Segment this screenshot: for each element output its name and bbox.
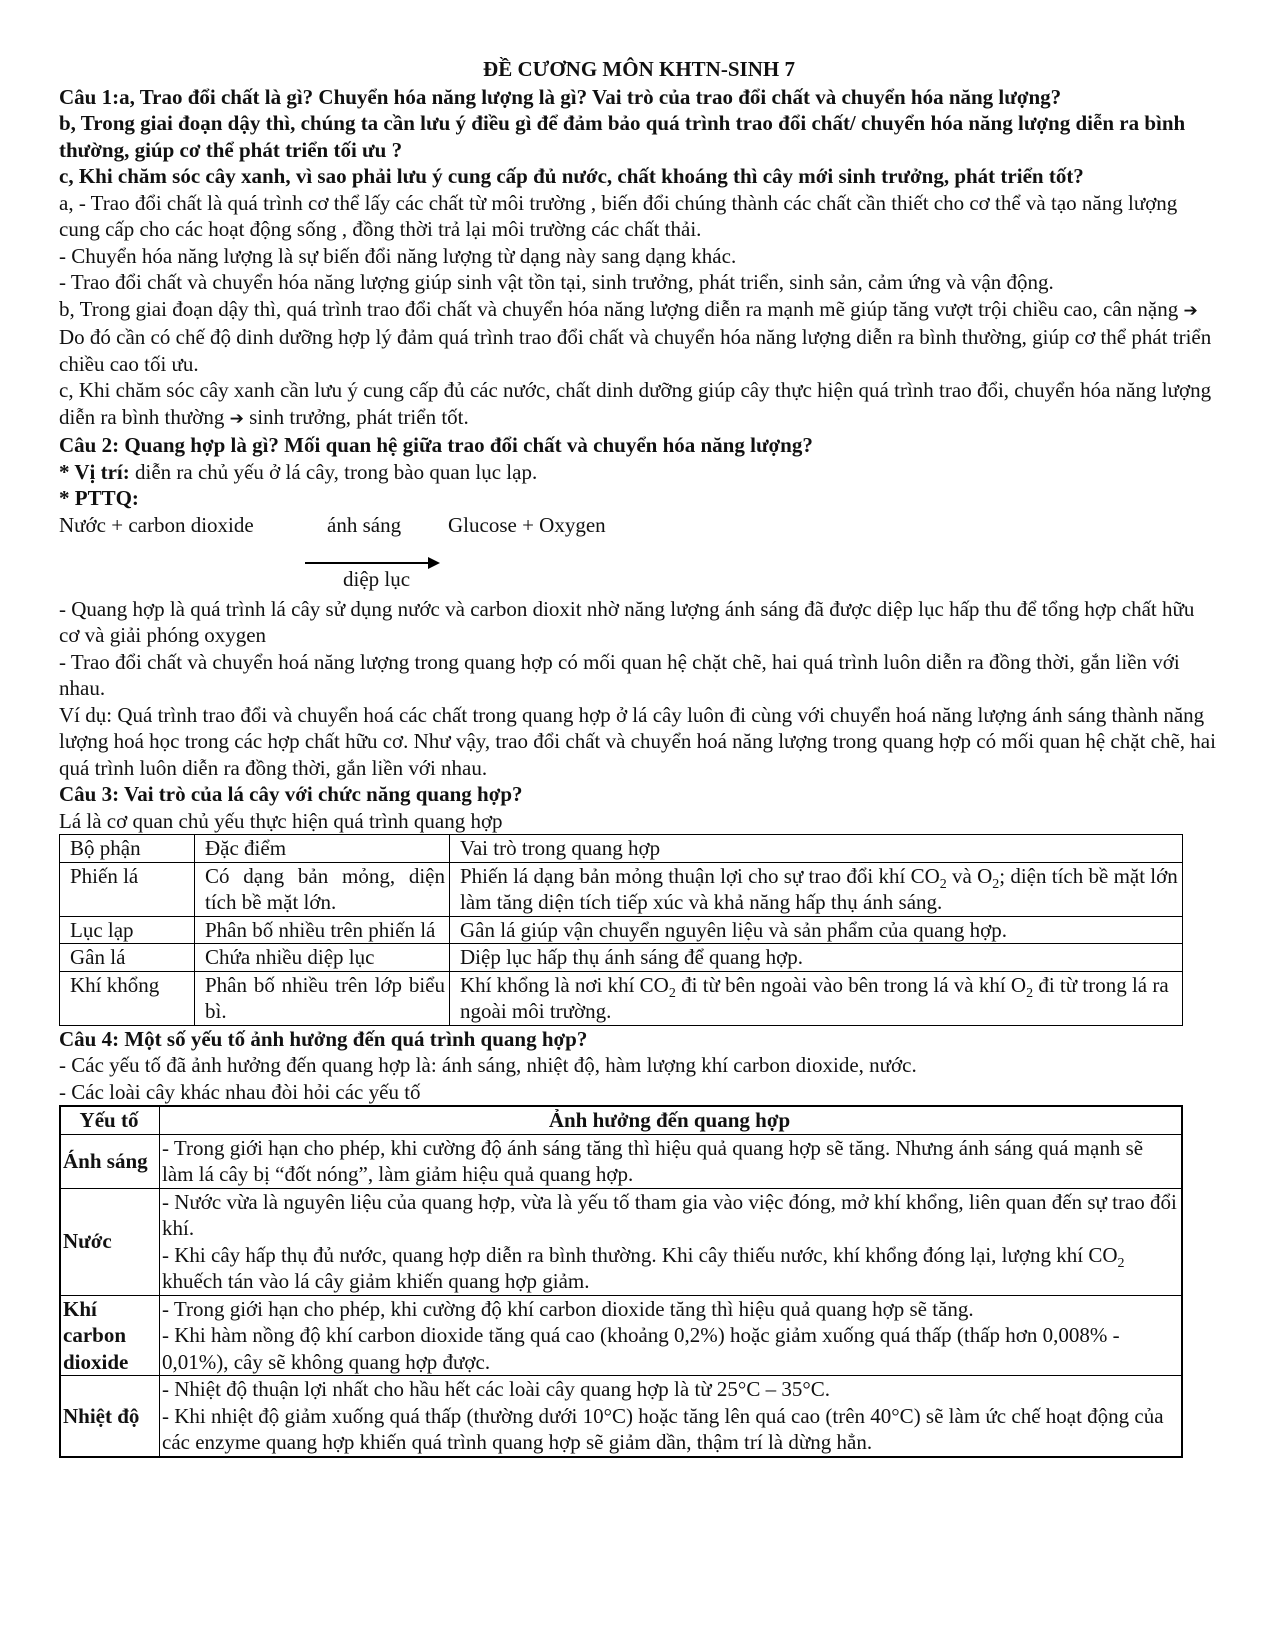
table-row (60, 862, 1183, 916)
column-header: Đặc điểm (195, 835, 450, 863)
q2-paragraph-1: - Quang hợp là quá trình lá cây sử dụng nước và carbon dioxit nhờ năng lượng ánh sáng đã được diệp lục hấp thu để tổng hợp chất hữu cơ và giải phóng oxygen (59, 596, 1195, 647)
q1-answer-a2: - Chuyển hóa năng lượng là sự biến đổi năng lượng từ dạng này sang dạng khác. (59, 243, 737, 268)
feature-cell: Có dạng bản mỏng, diện tích bề mặt lớn. (195, 862, 450, 916)
q3-intro: Lá là cơ quan chủ yếu thực hiện quá trình quang hợp (59, 808, 503, 833)
effect-line: - Trong giới hạn cho phép, khi cường độ ánh sáng tăng thì hiệu quả quang hợp sẽ tăng. Nhưng ánh sáng quá mạnh sẽ làm lá cây bị “đốt nóng”, làm giảm hiệu quả quang hợp. (162, 1135, 1144, 1186)
role-text: đi từ bên ngoài vào bên trong lá và khí O (675, 972, 1027, 997)
effect-text: khuếch tán vào lá cây giảm khiến quang hợp giảm. (162, 1269, 590, 1293)
leaf-parts-table (59, 834, 1183, 1026)
factor-cell: Nhiệt độ (60, 1376, 160, 1457)
q2-location (59, 459, 1219, 486)
part-cell: Khí khổng (60, 971, 195, 1025)
effect-line: - Khi hàm nồng độ khí carbon dioxide tăng quá cao (khoảng 0,2%) hoặc giảm xuống quá thấp (thấp hơn 0,008% - 0,01%), cây sẽ không quang hợp được. (162, 1323, 1120, 1374)
document-title: ĐỀ CƯƠNG MÔN KHTN-SINH 7 (483, 57, 795, 81)
q4-paragraph-2: - Các loài cây khác nhau đòi hỏi các yếu tố (59, 1079, 421, 1104)
subscript: 2 (1117, 1255, 1125, 1271)
q1-answer-b (59, 296, 1219, 378)
effect-text: - Khi cây hấp thụ đủ nước, quang hợp diễn ra bình thường. Khi cây thiếu nước, khí khổng đóng lại, lượng khí CO (162, 1242, 1118, 1267)
column-header: Ảnh hưởng đến quang hợp (160, 1106, 1183, 1134)
equation-condition-chlorophyll: diệp lục (343, 566, 411, 591)
equation-products: Glucose + Oxygen (448, 512, 606, 537)
q2-equation-label: * PTTQ: (59, 486, 139, 510)
table-row (60, 1188, 1182, 1295)
q1-heading-c: c, Khi chăm sóc cây xanh, vì sao phải lưu ý cung cấp đủ nước, chất khoáng thì cây mới sinh trưởng, phát triển tốt? (59, 164, 1084, 188)
table-header-row (60, 1106, 1182, 1134)
table-row (60, 916, 1183, 944)
subscript: 2 (668, 985, 676, 1001)
equation-condition-light: ánh sáng (327, 512, 402, 537)
q3-heading: Câu 3: Vai trò của lá cây với chức năng quang hợp? (59, 782, 523, 806)
equation-reactants: Nước + carbon dioxide (59, 512, 254, 537)
column-header: Bộ phận (60, 835, 195, 863)
q2-example: Ví dụ: Quá trình trao đổi và chuyển hoá các chất trong quang hợp ở lá cây luôn đi cùng với chuyển hoá năng lượng ánh sáng thành năng lượng hoá học trong các hợp chất hữu cơ. Như vậy, trao đổi chất và chuyển hoá năng lượng trong quang hợp có mối quan hệ chặt chẽ, hai quá trình luôn diễn ra đồng thời, gắn liền với nhau. (59, 702, 1216, 780)
document-page (59, 56, 1219, 1458)
table-row (60, 1295, 1182, 1376)
table-row (60, 1134, 1182, 1188)
role-text: ; diện tích bề mặt lớn làm tăng diện tích tiếp xúc và khả năng hấp thụ ánh sáng. (460, 863, 1178, 914)
q2-location-text: diễn ra chủ yếu ở lá cây, trong bào quan lục lạp. (129, 459, 538, 484)
feature-cell: Chứa nhiều diệp lục (195, 944, 450, 972)
effect-line: - Khi nhiệt độ giảm xuống quá thấp (thường dưới 10°C) hoặc tăng lên quá cao (trên 40°C) sẽ làm ức chế hoạt động của các enzyme quang hợp khiến quá trình quang hợp sẽ giảm dần, thậm trí là dừng hẳn. (162, 1403, 1164, 1454)
q2-paragraph-2: - Trao đổi chất và chuyển hoá năng lượng trong quang hợp có mối quan hệ chặt chẽ, hai quá trình luôn diễn ra đồng thời, gắn liền với nhau. (59, 649, 1180, 700)
table-row (60, 944, 1183, 972)
subscript: 2 (992, 876, 1000, 892)
q1-heading-b: b, Trong giai đoạn dậy thì, chúng ta cần lưu ý điều gì để đảm bảo quá trình trao đổi chất/ chuyển hóa năng lượng diễn ra bình thường, giúp cơ thể phát triển tối ưu ? (59, 111, 1186, 162)
q2-location-label: * Vị trí: (59, 459, 130, 484)
feature-cell: Phân bố nhiều trên lớp biểu bì. (195, 971, 450, 1025)
q4-paragraph-1: - Các yếu tố đã ảnh hưởng đến quang hợp là: ánh sáng, nhiệt độ, hàm lượng khí carbon dioxide, nước. (59, 1053, 917, 1077)
q4-heading: Câu 4: Một số yếu tố ảnh hưởng đến quá trình quang hợp? (59, 1026, 588, 1051)
subscript: 2 (939, 876, 947, 892)
part-cell: Lục lạp (60, 916, 195, 944)
table-row (60, 1376, 1182, 1457)
factors-table (59, 1105, 1183, 1458)
role-cell (450, 862, 1183, 916)
role-text: Phiến lá dạng bản mỏng thuận lợi cho sự trao đổi khí CO (460, 863, 940, 888)
arrow-right-icon: ➔ (1183, 300, 1198, 321)
role-cell (450, 971, 1183, 1025)
role-text: và O (946, 863, 993, 888)
part-cell: Phiến lá (60, 862, 195, 916)
effect-cell (160, 1134, 1183, 1188)
effect-cell (160, 1295, 1183, 1376)
table-row (60, 971, 1183, 1025)
arrow-right-icon: ➔ (229, 408, 244, 429)
q1-answer-b-post: Do đó cần có chế độ dinh dưỡng hợp lý đảm quá trình trao đổi chất và chuyển hóa năng lượng diễn ra bình thường, giúp cơ thể phát triển chiều cao tối ưu. (59, 325, 1212, 376)
effect-line: - Nước vừa là nguyên liệu của quang hợp, vừa là yếu tố tham gia vào việc đóng, mở khí khổng, liên quan đến sự trao đổi khí. (162, 1189, 1177, 1240)
factor-cell: Khí carbon dioxide (60, 1295, 160, 1376)
role-text: Khí khổng là nơi khí CO (460, 972, 669, 997)
q2-heading: Câu 2: Quang hợp là gì? Mối quan hệ giữa trao đổi chất và chuyển hóa năng lượng? (59, 433, 813, 457)
part-cell: Gân lá (60, 944, 195, 972)
q1-answer-c-post: sinh trưởng, phát triển tốt. (243, 404, 469, 429)
table-header-row (60, 835, 1183, 863)
q1-answer-c (59, 377, 1219, 432)
q1-answer-b-pre: b, Trong giai đoạn dậy thì, quá trình trao đổi chất và chuyển hóa năng lượng diễn ra mạnh mẽ giúp tăng vượt trội chiều cao, cân nặng (59, 296, 1179, 321)
effect-line: - Trong giới hạn cho phép, khi cường độ khí carbon dioxide tăng thì hiệu quả quang hợp sẽ tăng. (162, 1296, 974, 1321)
column-header: Yếu tố (60, 1106, 160, 1134)
effect-line (162, 1242, 1177, 1295)
q1-answer-a3: - Trao đổi chất và chuyển hóa năng lượng giúp sinh vật tồn tại, sinh trưởng, phát triển, sinh sản, cảm ứng và vận động. (59, 270, 1054, 294)
role-text: đi từ trong lá ra ngoài môi trường. (460, 972, 1169, 1023)
factor-cell: Nước (60, 1188, 160, 1295)
effect-line: - Nhiệt độ thuận lợi nhất cho hầu hết các loài cây quang hợp là từ 25°C – 35°C. (162, 1377, 830, 1401)
factor-cell: Ánh sáng (60, 1134, 160, 1188)
role-cell: Gân lá giúp vận chuyển nguyên liệu và sản phẩm của quang hợp. (450, 916, 1183, 944)
effect-cell (160, 1188, 1183, 1295)
role-cell: Diệp lục hấp thụ ánh sáng để quang hợp. (450, 944, 1183, 972)
subscript: 2 (1026, 985, 1034, 1001)
feature-cell: Phân bố nhiều trên phiến lá (195, 916, 450, 944)
effect-cell (160, 1376, 1183, 1457)
q1-answer-c-pre: c, Khi chăm sóc cây xanh cần lưu ý cung cấp đủ các nước, chất dinh dưỡng giúp cây thực hiện quá trình trao đổi, chuyển hóa năng lượng diễn ra bình thường (59, 378, 1212, 429)
column-header: Vai trò trong quang hợp (450, 835, 1183, 863)
q1-heading-a: Câu 1:a, Trao đổi chất là gì? Chuyển hóa năng lượng là gì? Vai trò của trao đổi chất và chuyển hóa năng lượng? (59, 84, 1062, 109)
q1-answer-a1: a, - Trao đổi chất là quá trình cơ thể lấy các chất từ môi trường , biến đổi chúng thành các chất cần thiết cho cơ thể và tạo năng lượng cung cấp cho các hoạt động sống , đồng thời trả lại môi trường các chất thải. (59, 190, 1178, 241)
photosynthesis-equation (59, 512, 1219, 596)
